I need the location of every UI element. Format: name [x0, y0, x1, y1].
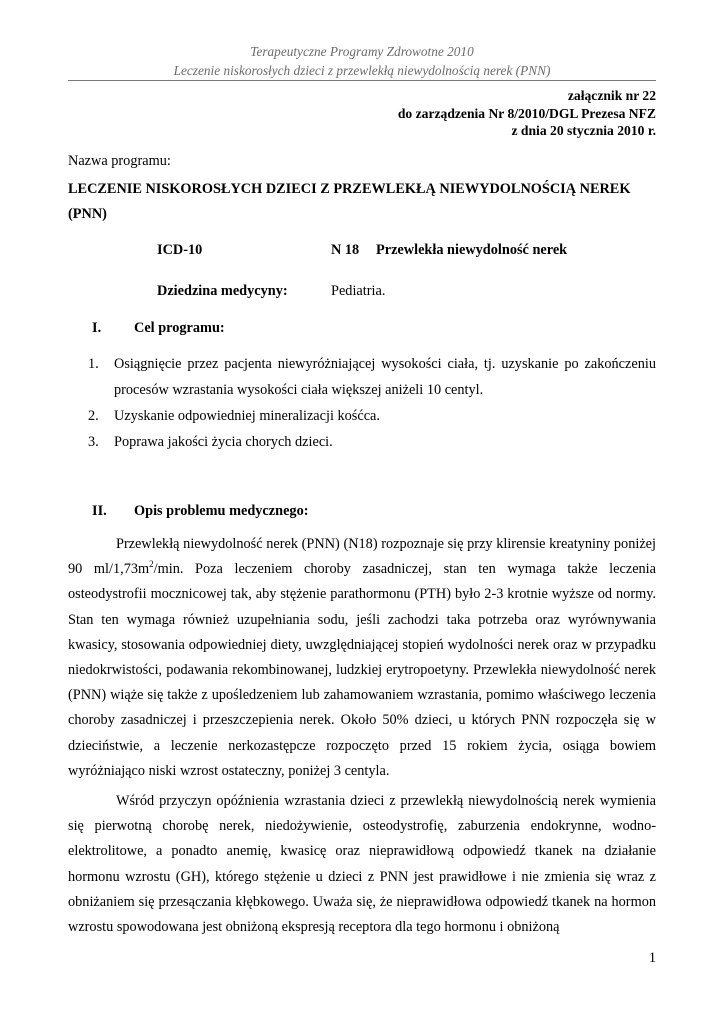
running-header-line-2: Leczenie niskorosłych dzieci z przewlekłą niewydolnością nerek (PNN): [173, 63, 551, 78]
goals-list: [88, 351, 656, 455]
paragraph-1-part-a: Przewlekłą niewydolność nerek (PNN) (N18) rozpoznaje się przy klirensie kreatyniny poniżej 90 ml/1,73m: [68, 536, 656, 578]
list-item-text: Osiągnięcie przez pacjenta niewyróżniającej wysokości ciała, tj. uzyskanie po zakończeniu procesów wzrastania wysokości ciała większej aniżeli 10 centyl.: [114, 356, 656, 398]
list-item: [88, 351, 656, 403]
list-item-text: Poprawa jakości życia chorych dzieci.: [114, 434, 333, 450]
paragraph-2: Wśród przyczyn opóźnienia wzrastania dzieci z przewlekłą niewydolnością nerek wymienia się pierwotną chorobę nerek, niedożywienie, osteodystrofię, zaburzenia endokrynne, wodno-elektrolitowe, a ponadto anemię, kwasicę oraz nieprawidłową odpowiedź tkanek na działanie hormonu wzrostu (GH), którego stężenie u dzieci z PNN jest prawidłowe i nie zmienia się wraz z obniżaniem się przesączania kłębkowego. Uważa się, że nieprawidłowa odpowiedź tkanek na hormon wzrostu spowodowana jest obniżoną ekspresją receptora dla tego hormonu i obniżoną: [68, 793, 656, 936]
icd-code: N 18: [331, 242, 360, 258]
list-item-number: 2.: [88, 408, 99, 424]
paragraph-1-part-b: /min. Poza leczeniem choroby zasadniczej, stan ten wymaga także leczenia osteodystrofii mocznicowej tak, aby stężenie parathormonu (PTH) było 2-3 krotnie wyższe od normy. Stan ten wymaga również uzupełniania sodu, jeśli zachodzi taka potrzeba oraz wyrównywania kwasicy, stosowania odpowiedniej diety, uwzględniającej stopień wydolności nerek oraz w przypadku niedokrwistości, podawania rekombinowanej, ludzkiej erytropoetyny. Przewlekła niewydolność nerek (PNN) wiąże się także z upośledzeniem lub zahamowaniem wzrastania, pomimo właściwego leczenia choroby zasadniczej i przeszczepienia nerek. Około 50% dzieci, u których PNN rozpoczęła się w dzieciństwie, a leczenie nerkozastępcze rozpoczęto przed 15 rokiem życia, osiąga bowiem wyróżniająco niski wzrost ostateczny, poniżej 3 centyla.: [68, 561, 657, 779]
section-1-heading: [92, 320, 225, 337]
medical-field-value: Pediatria.: [331, 283, 386, 299]
section-2-number: II.: [92, 503, 107, 519]
running-header-line-1: Terapeutyczne Programy Zdrowotne 2010: [250, 44, 474, 59]
section-2-body: [68, 532, 656, 940]
section-2-heading: [92, 503, 308, 520]
header-divider: [68, 80, 656, 81]
superscript: 2: [149, 559, 154, 570]
list-item: [88, 403, 656, 429]
attachment-note: [398, 87, 656, 140]
attachment-line-2: do zarządzenia Nr 8/2010/DGL Prezesa NFZ: [397, 105, 656, 121]
program-title: LECZENIE NISKOROSŁYCH DZIECI Z PRZEWLEKŁĄ NIEWYDOLNOŚCIĄ NEREK (PNN): [68, 181, 631, 222]
section-1-title: Cel programu:: [134, 320, 225, 336]
attachment-line-1: załącznik nr 22: [567, 88, 656, 103]
medical-field-label: Dziedzina medycyny:: [157, 283, 288, 299]
list-item-number: 3.: [88, 434, 99, 450]
running-header: [68, 42, 656, 80]
list-item-number: 1.: [88, 356, 99, 372]
list-item-text: Uzyskanie odpowiedniej mineralizacji kośćca.: [114, 408, 380, 424]
attachment-line-3: z dnia 20 stycznia 2010 r.: [511, 123, 656, 138]
icd-description: Przewlekła niewydolność nerek: [376, 242, 568, 258]
section-1-number: I.: [92, 320, 102, 336]
paragraph-1: [68, 532, 656, 784]
icd-label: ICD-10: [157, 242, 203, 258]
section-2-title: Opis problemu medycznego:: [134, 503, 309, 519]
page-number: 1: [648, 950, 656, 966]
list-item: [88, 429, 656, 455]
program-name-label: Nazwa programu:: [68, 153, 171, 169]
